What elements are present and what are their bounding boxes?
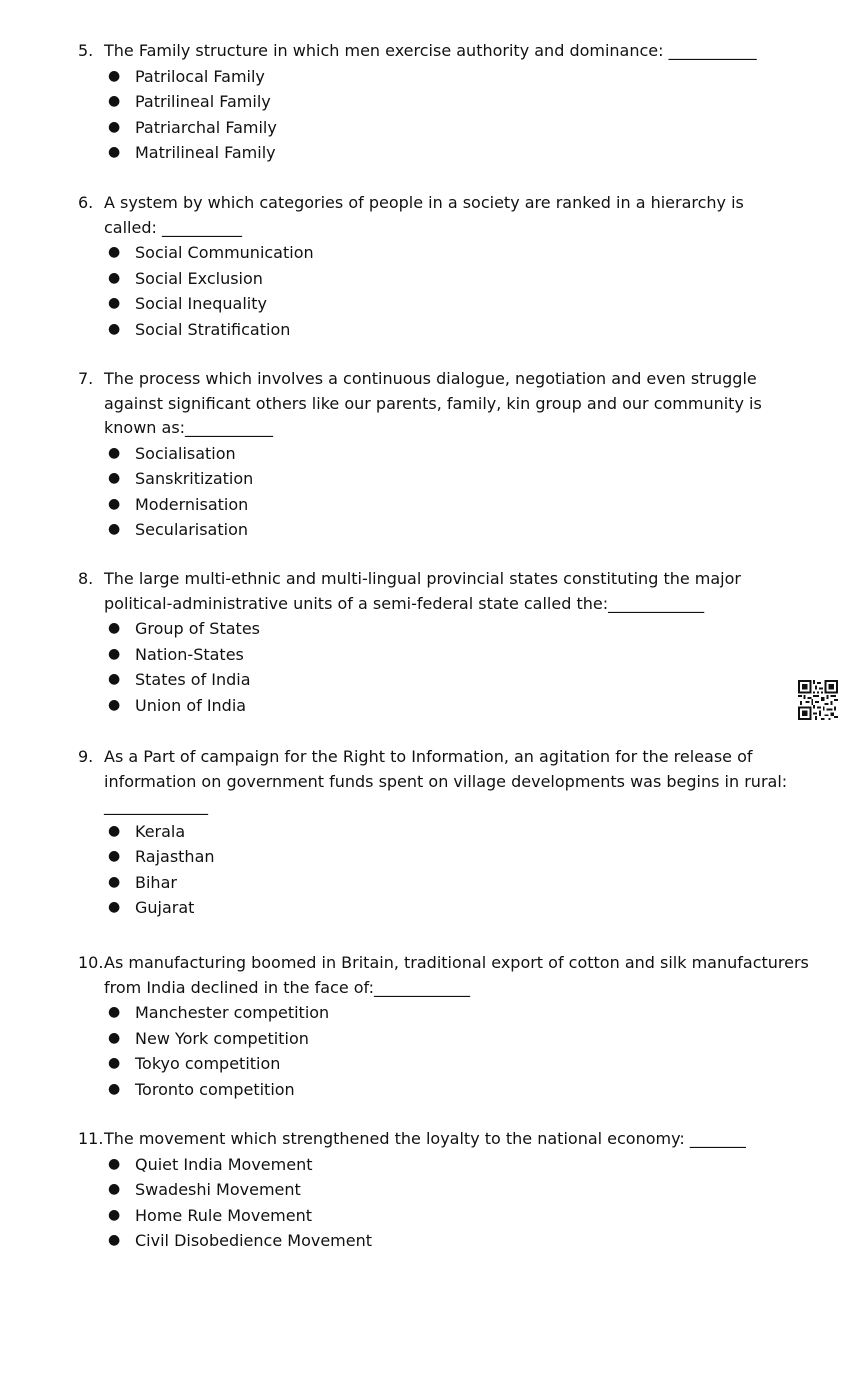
question-row bbox=[78, 39, 813, 64]
option-item bbox=[108, 642, 813, 668]
option-label: States of India bbox=[135, 670, 251, 690]
question-6 bbox=[78, 191, 813, 342]
bullet-dot-icon: ● bbox=[108, 67, 121, 84]
question-row bbox=[78, 1127, 813, 1152]
option-item bbox=[108, 64, 813, 90]
question-number: 7. bbox=[78, 369, 94, 388]
bullet-dot-icon: ● bbox=[108, 244, 121, 261]
option-label: Social Exclusion bbox=[135, 268, 263, 288]
option-label: Socialisation bbox=[135, 443, 236, 463]
option-item bbox=[108, 844, 813, 870]
option-item bbox=[108, 616, 813, 642]
options-list bbox=[108, 616, 813, 718]
question-row bbox=[78, 567, 813, 616]
bullet-dot-icon: ● bbox=[108, 320, 121, 337]
option-label: Matrilineal Family bbox=[135, 143, 276, 163]
bullet-dot-icon: ● bbox=[108, 696, 121, 713]
option-item bbox=[108, 1152, 813, 1178]
option-label: Rajasthan bbox=[135, 847, 215, 867]
bullet-dot-icon: ● bbox=[108, 1080, 121, 1097]
bullet-dot-icon: ● bbox=[108, 873, 121, 890]
option-item bbox=[108, 140, 813, 166]
options-list bbox=[108, 819, 813, 921]
qr-code-icon[interactable] bbox=[798, 680, 838, 720]
option-label: Nation-States bbox=[135, 644, 244, 664]
option-label: Secularisation bbox=[135, 520, 248, 540]
options-list bbox=[108, 1000, 813, 1102]
bullet-dot-icon: ● bbox=[108, 269, 121, 286]
question-number: 10. bbox=[78, 953, 104, 972]
question-text: The process which involves a continuous dialogue, negotiation and even struggle against significant others like our parents, family, kin group and our community is known as:___________ bbox=[104, 369, 762, 437]
bullet-dot-icon: ● bbox=[108, 444, 121, 461]
option-item bbox=[108, 240, 813, 266]
question-number: 11. bbox=[78, 1129, 104, 1148]
options-list bbox=[108, 240, 813, 342]
bullet-dot-icon: ● bbox=[108, 671, 121, 688]
option-label: Kerala bbox=[135, 821, 186, 841]
bullet-dot-icon: ● bbox=[108, 521, 121, 538]
bullet-dot-icon: ● bbox=[108, 1155, 121, 1172]
option-label: Group of States bbox=[135, 619, 260, 639]
option-item bbox=[108, 291, 813, 317]
bullet-dot-icon: ● bbox=[108, 1232, 121, 1249]
question-8 bbox=[78, 567, 813, 718]
option-item bbox=[108, 1228, 813, 1254]
option-label: Toronto competition bbox=[135, 1079, 295, 1099]
question-text: As a Part of campaign for the Right to Information, an agitation for the release of information on government funds spent on village developments was begins in rural: _____________ bbox=[104, 747, 788, 815]
bullet-dot-icon: ● bbox=[108, 144, 121, 161]
option-item bbox=[108, 693, 813, 719]
bullet-dot-icon: ● bbox=[108, 93, 121, 110]
option-item bbox=[108, 317, 813, 343]
option-label: Swadeshi Movement bbox=[135, 1180, 301, 1200]
bullet-dot-icon: ● bbox=[108, 495, 121, 512]
question-10 bbox=[78, 951, 813, 1102]
option-label: Home Rule Movement bbox=[135, 1205, 312, 1225]
option-label: Tokyo competition bbox=[135, 1054, 281, 1074]
option-label: Patrilineal Family bbox=[135, 92, 271, 112]
option-label: Manchester competition bbox=[135, 1003, 330, 1023]
bullet-dot-icon: ● bbox=[108, 1055, 121, 1072]
question-row bbox=[78, 367, 813, 441]
option-item bbox=[108, 1026, 813, 1052]
question-text: The movement which strengthened the loyalty to the national economy: _______ bbox=[104, 1129, 746, 1148]
option-item bbox=[108, 517, 813, 543]
option-item bbox=[108, 1077, 813, 1103]
option-label: Union of India bbox=[135, 695, 247, 715]
option-item bbox=[108, 1051, 813, 1077]
option-label: Modernisation bbox=[135, 494, 249, 514]
bullet-dot-icon: ● bbox=[108, 848, 121, 865]
option-label: Social Communication bbox=[135, 243, 314, 263]
option-item bbox=[108, 895, 813, 921]
question-text: The large multi-ethnic and multi-lingual provincial states constituting the major political-administrative units of a semi-federal state called the:____________ bbox=[104, 569, 741, 613]
question-number: 5. bbox=[78, 41, 94, 60]
question-text: As manufacturing boomed in Britain, traditional export of cotton and silk manufacturers from India declined in the face of:____________ bbox=[104, 953, 809, 997]
option-label: Civil Disobedience Movement bbox=[135, 1231, 373, 1251]
bullet-dot-icon: ● bbox=[108, 1004, 121, 1021]
option-item bbox=[108, 1177, 813, 1203]
bullet-dot-icon: ● bbox=[108, 645, 121, 662]
question-number: 8. bbox=[78, 569, 94, 588]
bullet-dot-icon: ● bbox=[108, 118, 121, 135]
question-text: The Family structure in which men exercise authority and dominance: ___________ bbox=[104, 41, 757, 60]
options-list bbox=[108, 64, 813, 166]
question-text: A system by which categories of people in a society are ranked in a hierarchy is called: __________ bbox=[104, 193, 744, 237]
question-row bbox=[78, 191, 813, 240]
question-row bbox=[78, 745, 813, 819]
option-label: Gujarat bbox=[135, 898, 195, 918]
question-number: 6. bbox=[78, 193, 94, 212]
question-number: 9. bbox=[78, 747, 94, 766]
bullet-dot-icon: ● bbox=[108, 899, 121, 916]
option-item bbox=[108, 466, 813, 492]
option-label: Patriarchal Family bbox=[135, 117, 277, 137]
option-item bbox=[108, 266, 813, 292]
option-item bbox=[108, 1000, 813, 1026]
options-list bbox=[108, 441, 813, 543]
option-item bbox=[108, 89, 813, 115]
option-label: Social Stratification bbox=[135, 319, 291, 339]
option-label: Quiet India Movement bbox=[135, 1154, 313, 1174]
bullet-dot-icon: ● bbox=[108, 620, 121, 637]
option-item bbox=[108, 1203, 813, 1229]
bullet-dot-icon: ● bbox=[108, 1181, 121, 1198]
option-item bbox=[108, 441, 813, 467]
option-label: Patrilocal Family bbox=[135, 66, 265, 86]
question-7 bbox=[78, 367, 813, 543]
question-11 bbox=[78, 1127, 813, 1254]
question-row bbox=[78, 951, 813, 1000]
option-item bbox=[108, 870, 813, 896]
bullet-dot-icon: ● bbox=[108, 1206, 121, 1223]
option-label: Social Inequality bbox=[135, 294, 267, 314]
bullet-dot-icon: ● bbox=[108, 295, 121, 312]
option-item bbox=[108, 819, 813, 845]
option-item bbox=[108, 667, 813, 693]
option-item bbox=[108, 115, 813, 141]
option-label: Bihar bbox=[135, 872, 177, 892]
bullet-dot-icon: ● bbox=[108, 1029, 121, 1046]
option-item bbox=[108, 492, 813, 518]
options-list bbox=[108, 1152, 813, 1254]
question-9 bbox=[78, 745, 813, 921]
option-label: New York competition bbox=[135, 1028, 309, 1048]
bullet-dot-icon: ● bbox=[108, 822, 121, 839]
question-5 bbox=[78, 39, 813, 166]
option-label: Sanskritization bbox=[135, 469, 254, 489]
bullet-dot-icon: ● bbox=[108, 470, 121, 487]
